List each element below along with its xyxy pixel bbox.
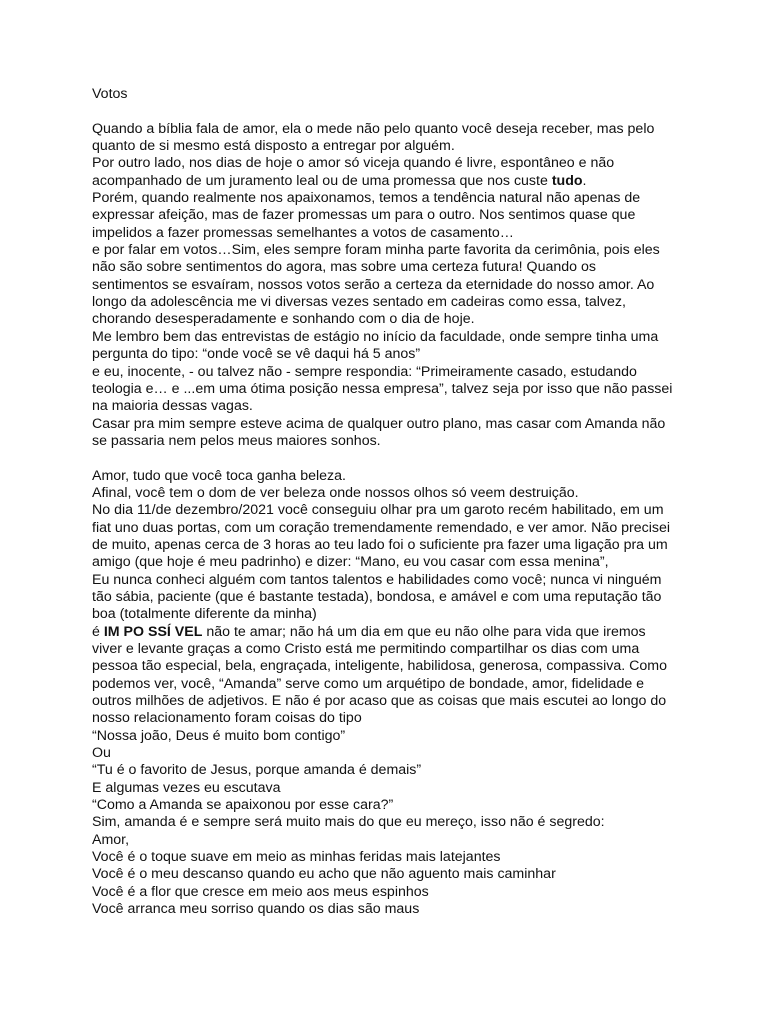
text-line: Você arranca meu sorriso quando os dias são maus [92,901,420,918]
text-line: Eu nunca conheci alguém com tantos talentos e habilidades como você; nunca vi ninguém [92,571,662,588]
text-line: Amor, [92,831,130,848]
text-line: fiat uno duas portas, com um coração tremendamente remendado, e ver amor. Não precisei [92,519,671,536]
text-line: longo da adolescência me vi diversas vezes sentado em cadeiras como essa, talvez, [92,294,626,311]
text-line: Sim, amanda é e sempre será muito mais do que eu mereço, isso não é segredo: [92,814,605,831]
text-line [92,624,682,641]
text-line: não são sobre sentimentos do agora, mas sobre uma certeza futura! Quando os [92,259,596,276]
text-segment: não te amar; não há um dia em que eu não olhe para vida que iremos [202,623,646,640]
blank-line [92,450,682,467]
text-line: quanto de si mesmo está disposto a entregar por alguém. [92,138,455,155]
text-line: Afinal, você tem o dom de ver beleza onde nossos olhos só veem destruição. [92,484,579,501]
text-line: Por outro lado, nos dias de hoje o amor só viceja quando é livre, espontâneo e não [92,155,615,172]
blank-line [92,103,682,120]
text-line: teologia e… e ...em uma ótima posição nessa empresa”, talvez seja por isso que não passei [92,380,673,397]
text-line: nosso relacionamento foram coisas do tipo [92,710,362,727]
text-line: chorando desesperadamente e sonhando com o dia de hoje. [92,311,475,328]
text-line: pergunta do tipo: “onde você se vê daqui há 5 anos” [92,346,421,363]
text-line: impelidos a fazer promessas semelhantes a votos de casamento… [92,224,514,241]
text-line: expressar afeição, mas de fazer promessas um para o outro. Nos sentimos quase que [92,207,636,224]
text-line: podemos ver, você, “Amanda” serve como um arquétipo de bondade, amor, fidelidade e [92,675,645,692]
text-line: E algumas vezes eu escutava [92,779,281,796]
text-line: Você é a flor que cresce em meio aos meus espinhos [92,883,429,900]
text-line: na maioria dessas vagas. [92,398,253,415]
text-segment: acompanhado de um juramento leal ou de uma promessa que nos custe [92,172,552,189]
text-segment: . [582,172,587,189]
text-line: amigo (que hoje é meu padrinho) e dizer: “Mano, eu vou casar com essa menina”, [92,554,609,571]
text-line: sentimentos se esvaíram, nossos votos serão a certeza da eternidade do nosso amor. Ao [92,276,655,293]
text-line: Quando a bíblia fala de amor, ela o mede não pelo quanto você deseja receber, mas pelo [92,120,655,137]
text-line: boa (totalmente diferente da minha) [92,606,317,623]
bold-word: IM PO SSÍ VEL [103,623,203,640]
text-line: “Tu é o favorito de Jesus, porque amanda é demais” [92,762,422,779]
text-line [92,173,682,190]
document-body [92,86,682,919]
text-segment: é [92,623,104,640]
text-line: Você é o meu descanso quando eu acho que não aguento mais caminhar [92,866,556,883]
text-line: pessoa tão especial, bela, engraçada, inteligente, habilidosa, generosa, compassiva. Como [92,658,667,675]
text-line: No dia 11/de dezembro/2021 você conseguiu olhar pra um garoto recém habilitado, em um [92,502,664,519]
text-line: Você é o toque suave em meio as minhas feridas mais latejantes [92,849,501,866]
text-line: Amor, tudo que você toca ganha beleza. [92,467,346,484]
text-line: tão sábia, paciente (que é bastante testada), bondosa, e amável e com uma reputação tão [92,588,662,605]
text-line: Casar pra mim sempre esteve acima de qualquer outro plano, mas casar com Amanda não [92,415,666,432]
text-line: Ou [92,745,111,762]
text-line: Me lembro bem das entrevistas de estágio no início da faculdade, onde sempre tinha uma [92,328,659,345]
text-line: “Nossa joão, Deus é muito bom contigo” [92,727,346,744]
document-title: Votos [92,86,128,102]
text-line: e por falar em votos…Sim, eles sempre foram minha parte favorita da cerimônia, pois eles [92,242,660,259]
text-line: de muito, apenas cerca de 3 horas ao teu lado foi o suficiente pra fazer uma ligação pra um [92,536,668,553]
text-line: outros milhões de adjetivos. E não é por acaso que as coisas que mais escutei ao longo do [92,693,667,710]
text-line: Porém, quando realmente nos apaixonamos, temos a tendência natural não apenas de [92,190,641,207]
text-line: e eu, inocente, - ou talvez não - sempre respondia: “Primeiramente casado, estudando [92,363,637,380]
text-line: se passaria nem pelos meus maiores sonhos. [92,432,381,449]
bold-word: tudo [551,172,583,189]
text-line: “Como a Amanda se apaixonou por esse cara?” [92,797,394,814]
text-line: viver e levante graças a como Cristo está me permitindo compartilhar os dias com uma [92,641,640,657]
